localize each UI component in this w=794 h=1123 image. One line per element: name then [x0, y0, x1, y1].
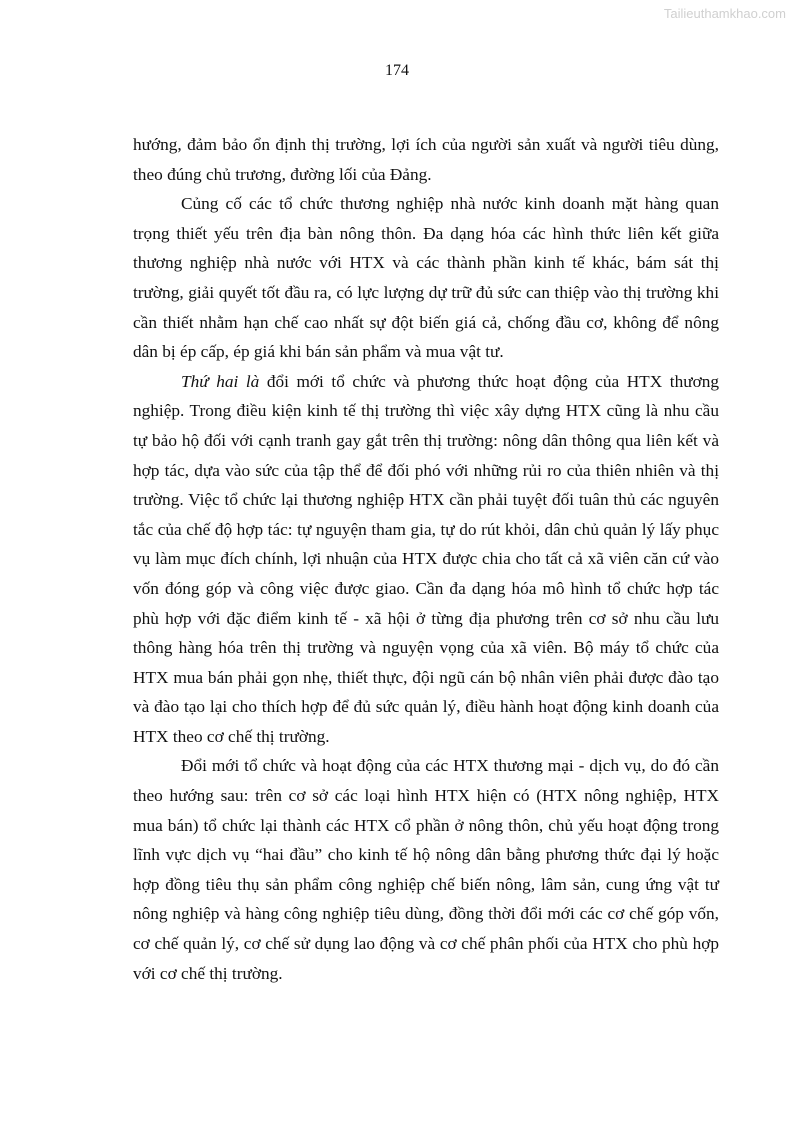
text-line: theo hướng sau: trên cơ sở các loại hình HTX hiện có (HTX nông nghiệp, HTX: [133, 786, 719, 806]
text-line: Đổi mới tổ chức và hoạt động của các HTX thương mại - dịch vụ, do đó cần: [181, 756, 719, 776]
paragraph-1: [133, 130, 719, 189]
text-line: thương nghiệp nhà nước với HTX và các thành phần kinh tế khác, bám sát thị: [133, 253, 719, 273]
text-line: theo đúng chủ trương, đường lối của Đảng.: [133, 164, 432, 184]
text-line-rest: đổi mới tổ chức và phương thức hoạt động của HTX thương: [259, 371, 719, 391]
text-line: với cơ chế thị trường.: [133, 963, 283, 983]
text-line: phù hợp với đặc điểm kinh tế - xã hội ở từng địa phương trên cơ sở nhu cầu lưu: [133, 608, 719, 628]
body-text: [133, 130, 719, 988]
text-line: thông hàng hóa trên thị trường và nguyện vọng của xã viên. Bộ máy tổ chức của: [133, 638, 719, 658]
text-line: mua bán) tổ chức lại thành các HTX cổ phần ở nông thôn, chủ yếu hoạt động trong: [133, 815, 719, 835]
text-line: lĩnh vực dịch vụ “hai đầu” cho kinh tế hộ nông dân bằng phương thức đại lý hoặc: [133, 845, 719, 865]
paragraph-4: [133, 751, 719, 988]
text-line: tự bảo hộ đối với cạnh tranh gay gắt trên thị trường: nông dân thông qua liên kết và: [133, 430, 719, 450]
page-number: 174: [385, 62, 409, 79]
italic-lead: Thứ hai là: [181, 371, 260, 391]
text-line: HTX mua bán phải gọn nhẹ, thiết thực, đội ngũ cán bộ nhân viên phải được đào tạo: [133, 667, 719, 687]
text-line: trường. Việc tổ chức lại thương nghiệp HTX cần phải tuyệt đối tuân thủ các nguyên: [133, 490, 719, 510]
text-line: cơ chế quản lý, cơ chế sử dụng lao động và cơ chế phân phối của HTX cho phù hợp: [133, 934, 719, 954]
text-line: vốn đóng góp và công việc được giao. Cần đa dạng hóa mô hình tổ chức hợp tác: [133, 578, 719, 598]
text-line: trọng thiết yếu trên địa bàn nông thôn. Đa dạng hóa các hình thức liên kết giữa: [133, 223, 719, 243]
text-line: hợp tác, dựa vào sức của tập thể để đối phó với những rủi ro của thiên nhiên và thị: [133, 460, 719, 480]
text-line: hợp đồng tiêu thụ sản phẩm công nghiệp chế biến nông, lâm sản, cung ứng vật tư: [133, 874, 719, 894]
text-line: tắc của chế độ hợp tác: tự nguyện tham gia, tự do rút khỏi, dân chủ quản lý lấy phục: [133, 519, 719, 539]
watermark: Tailieuthamkhao.com: [663, 6, 786, 21]
paragraph-2: [133, 189, 719, 367]
text-line: trường, giải quyết tốt đầu ra, có lực lượng dự trữ đủ sức can thiệp vào thị trường khi: [133, 282, 719, 302]
text-line: Củng cố các tổ chức thương nghiệp nhà nước kinh doanh mặt hàng quan: [181, 194, 719, 214]
text-line: hướng, đảm bảo ổn định thị trường, lợi ích của người sản xuất và người tiêu dùng,: [133, 135, 719, 154]
text-line: HTX theo cơ chế thị trường.: [133, 726, 330, 746]
text-line: [133, 367, 719, 397]
text-line: nghiệp. Trong điều kiện kinh tế thị trường thì việc xây dựng HTX cũng là nhu cầu: [133, 401, 719, 421]
paragraph-3: [133, 367, 719, 752]
text-line: vụ làm mục đích chính, lợi nhuận của HTX được chia cho tất cả xã viên căn cứ vào: [133, 549, 719, 569]
text-line: dân bị ép cấp, ép giá khi bán sản phẩm và mua vật tư.: [133, 342, 504, 362]
text-line: và đào tạo lại cho thích hợp để đủ sức quản lý, điều hành hoạt động kinh doanh của: [133, 697, 719, 717]
text-line: nông nghiệp và hàng công nghiệp tiêu dùng, đồng thời đổi mới các cơ chế góp vốn,: [133, 904, 719, 924]
text-line: cần thiết nhằm hạn chế cao nhất sự đột biến giá cả, chống đầu cơ, không để nông: [133, 312, 719, 332]
